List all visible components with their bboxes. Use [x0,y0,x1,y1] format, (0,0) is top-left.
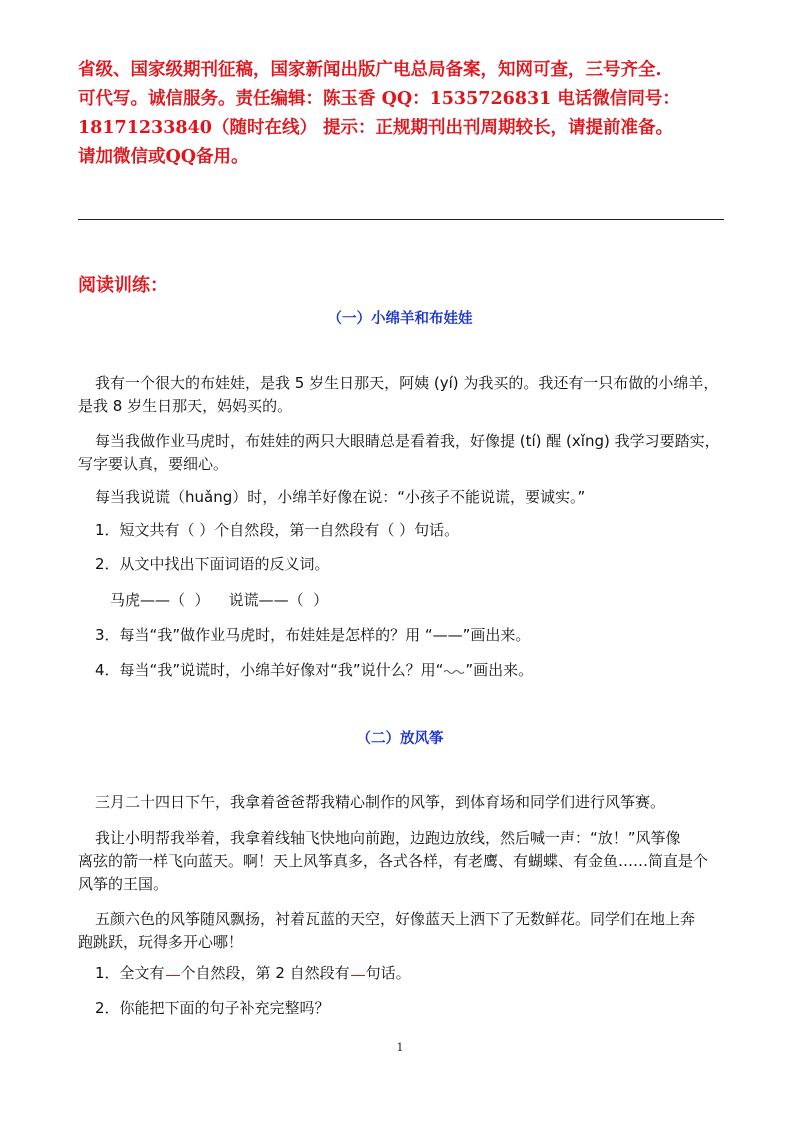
s1-para3: 每当我说谎（huǎng）时，小绵羊好像在说：“小孩子不能说谎，要诚实。” [95,488,586,506]
s1-question-4 [95,659,533,680]
s1-question-1: 1．短文共有（ ）个自然段，第一自然段有（ ）句话。 [95,521,460,539]
s1-question-3: 3．每当“我”做作业马虎时，布娃娃是怎样的？用 “——”画出来。 [95,626,531,644]
s1-para2-line1: 每当我做作业马虎时，布娃娃的两只大眼睛总是看着我，好像提 (tí) 醒 (xǐng) 我学习要踏实， [95,432,720,450]
s1-question-4-text-a: 4．每当“我”说谎时，小绵羊好像对“我”说什么？用“ [95,661,444,679]
s2-q1-text-b: 个自然段，第 2 自然段有 [180,964,350,982]
notice-line-3: 18171233840（随时在线） 提示：正规期刊出刊周期较长，请提前准备。 [78,118,674,138]
s1-question-4-text-b: ”画出来。 [465,661,534,679]
wavy-underline-icon [443,667,465,675]
s1-para1-line1: 我有一个很大的布娃娃，是我 5 岁生日那天，阿姨 (yí) 为我买的。我还有一只布做的小绵羊， [95,374,719,392]
notice-line-4: 请加微信或QQ备用。 [78,147,249,167]
s2-q1-text-a: 1．全文有 [95,964,165,982]
s2-para2-line2: 离弦的箭一样飞向蓝天。啊！天上风筝真多，各式各样，有老鹰、有蝴蝶、有金鱼……简直是个 [78,852,709,870]
section-1-title: （一）小绵羊和布娃娃 [327,311,473,327]
s1-para1-line2: 是我 8 岁生日那天，妈妈买的。 [78,397,293,415]
s2-para2-line1: 我让小明帮我举着，我拿着线轴飞快地向前跑，边跑边放线，然后喊一声：“放！”风筝像 [95,829,681,847]
s2-question-2: 2．你能把下面的句子补充完整吗？ [95,999,330,1017]
s2-para1: 三月二十四日下午，我拿着爸爸帮我精心制作的风筝，到体育场和同学们进行风筝赛。 [95,793,666,811]
section-2-title: （二）放风筝 [356,731,444,747]
s2-para3-line2: 跑跳跃，玩得多开心哪！ [78,933,244,951]
s2-question-1 [95,962,411,983]
s1-question-2: 2．从文中找出下面词语的反义词。 [95,555,330,573]
answer-blank[interactable] [351,975,365,976]
answer-blank[interactable] [166,975,180,976]
notice-line-1: 省级、国家级期刊征稿，国家新闻出版广电总局备案，知网可查，三号齐全. [78,60,662,80]
s1-question-2-items: 马虎——（ ） 说谎——（ ） [110,591,329,609]
horizontal-divider [78,219,724,220]
s2-para2-line3: 风筝的王国。 [78,875,169,893]
reading-heading: 阅读训练： [78,275,168,296]
s2-q1-text-c: 句话。 [365,964,411,982]
s1-para2-line2: 写字要认真，要细心。 [78,455,229,473]
s2-para3-line1: 五颜六色的风筝随风飘扬，衬着瓦蓝的天空，好像蓝天上洒下了无数鲜花。同学们在地上奔 [95,910,696,928]
page-number: 1 [396,1041,404,1054]
notice-line-2: 可代写。诚信服务。责任编辑：陈玉香 QQ：1535726831 电话微信同号： [78,89,680,109]
